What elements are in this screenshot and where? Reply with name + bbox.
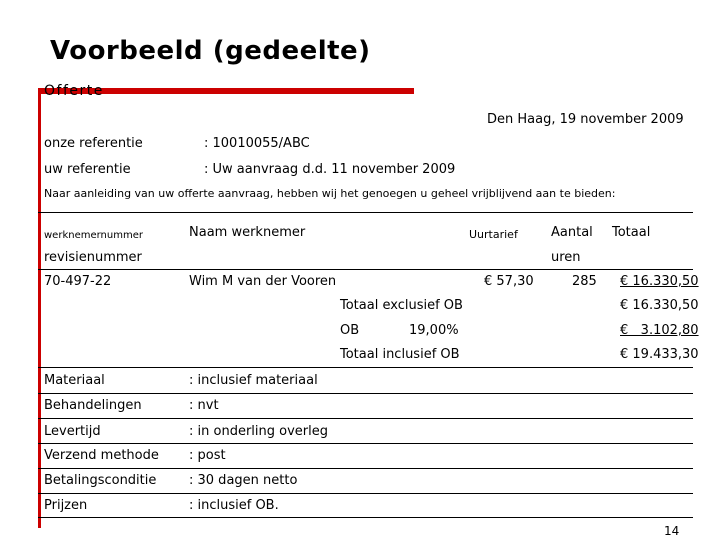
total-incl-value: € 19.433,30 (620, 347, 699, 362)
slide-title: Voorbeeld (gedeelte) (50, 36, 371, 66)
table-header-rule (38, 269, 693, 270)
term-value: : inclusief OB. (189, 498, 279, 513)
header-employee-number: werknemernummer (44, 230, 143, 241)
term-label: Betalingsconditie (44, 473, 157, 488)
total-excl-value: € 16.330,50 (620, 298, 699, 313)
term-value: : inclusief materiaal (189, 373, 318, 388)
terms-rule (38, 393, 693, 394)
row-employee-name: Wim M van der Vooren (189, 274, 337, 289)
header-hours-unit: uren (551, 250, 581, 265)
term-value: : post (189, 448, 226, 463)
page-number: 14 (664, 524, 680, 538)
intro-text: Naar aanleiding van uw offerte aanvraag, hebben wij het genoegen u geheel vrijblijvend aan te bieden: (44, 187, 616, 200)
row-total: € 16.330,50 (620, 274, 699, 289)
term-label: Materiaal (44, 373, 105, 388)
place-date: Den Haag, 19 november 2009 (487, 112, 684, 127)
header-revision-number: revisienummer (44, 250, 142, 265)
term-label: Prijzen (44, 498, 88, 513)
header-hours: Aantal (551, 225, 593, 240)
document-heading: Offerte (44, 83, 104, 99)
terms-rule (38, 493, 693, 494)
vat-percent: 19,00% (409, 323, 459, 338)
term-value: : 30 dagen netto (189, 473, 298, 488)
vat-label: OB (340, 323, 360, 338)
term-label: Levertijd (44, 424, 101, 439)
our-reference-value: : 10010055/ABC (204, 136, 310, 151)
your-reference-label: uw referentie (44, 162, 131, 177)
header-total: Totaal (612, 225, 651, 240)
terms-top-rule (38, 367, 693, 368)
row-hourly-rate: € 57,30 (484, 274, 534, 289)
row-hours: 285 (572, 274, 597, 289)
total-incl-label: Totaal inclusief OB (340, 347, 460, 362)
term-label: Behandelingen (44, 398, 142, 413)
terms-rule (38, 418, 693, 419)
term-label: Verzend methode (44, 448, 159, 463)
term-value: : nvt (189, 398, 219, 413)
total-excl-label: Totaal exclusief OB (340, 298, 463, 313)
your-reference-value: : Uw aanvraag d.d. 11 november 2009 (204, 162, 456, 177)
vat-value: € 3.102,80 (620, 323, 699, 338)
our-reference-label: onze referentie (44, 136, 143, 151)
header-hourly-rate: Uurtarief (469, 228, 518, 241)
header-employee-name: Naam werknemer (189, 225, 306, 240)
row-employee-number: 70-497-22 (44, 274, 112, 289)
left-accent-bar (38, 88, 41, 528)
table-top-rule (38, 212, 693, 213)
terms-rule (38, 443, 693, 444)
term-value: : in onderling overleg (189, 424, 328, 439)
terms-bottom-rule (38, 517, 693, 518)
terms-rule (38, 468, 693, 469)
